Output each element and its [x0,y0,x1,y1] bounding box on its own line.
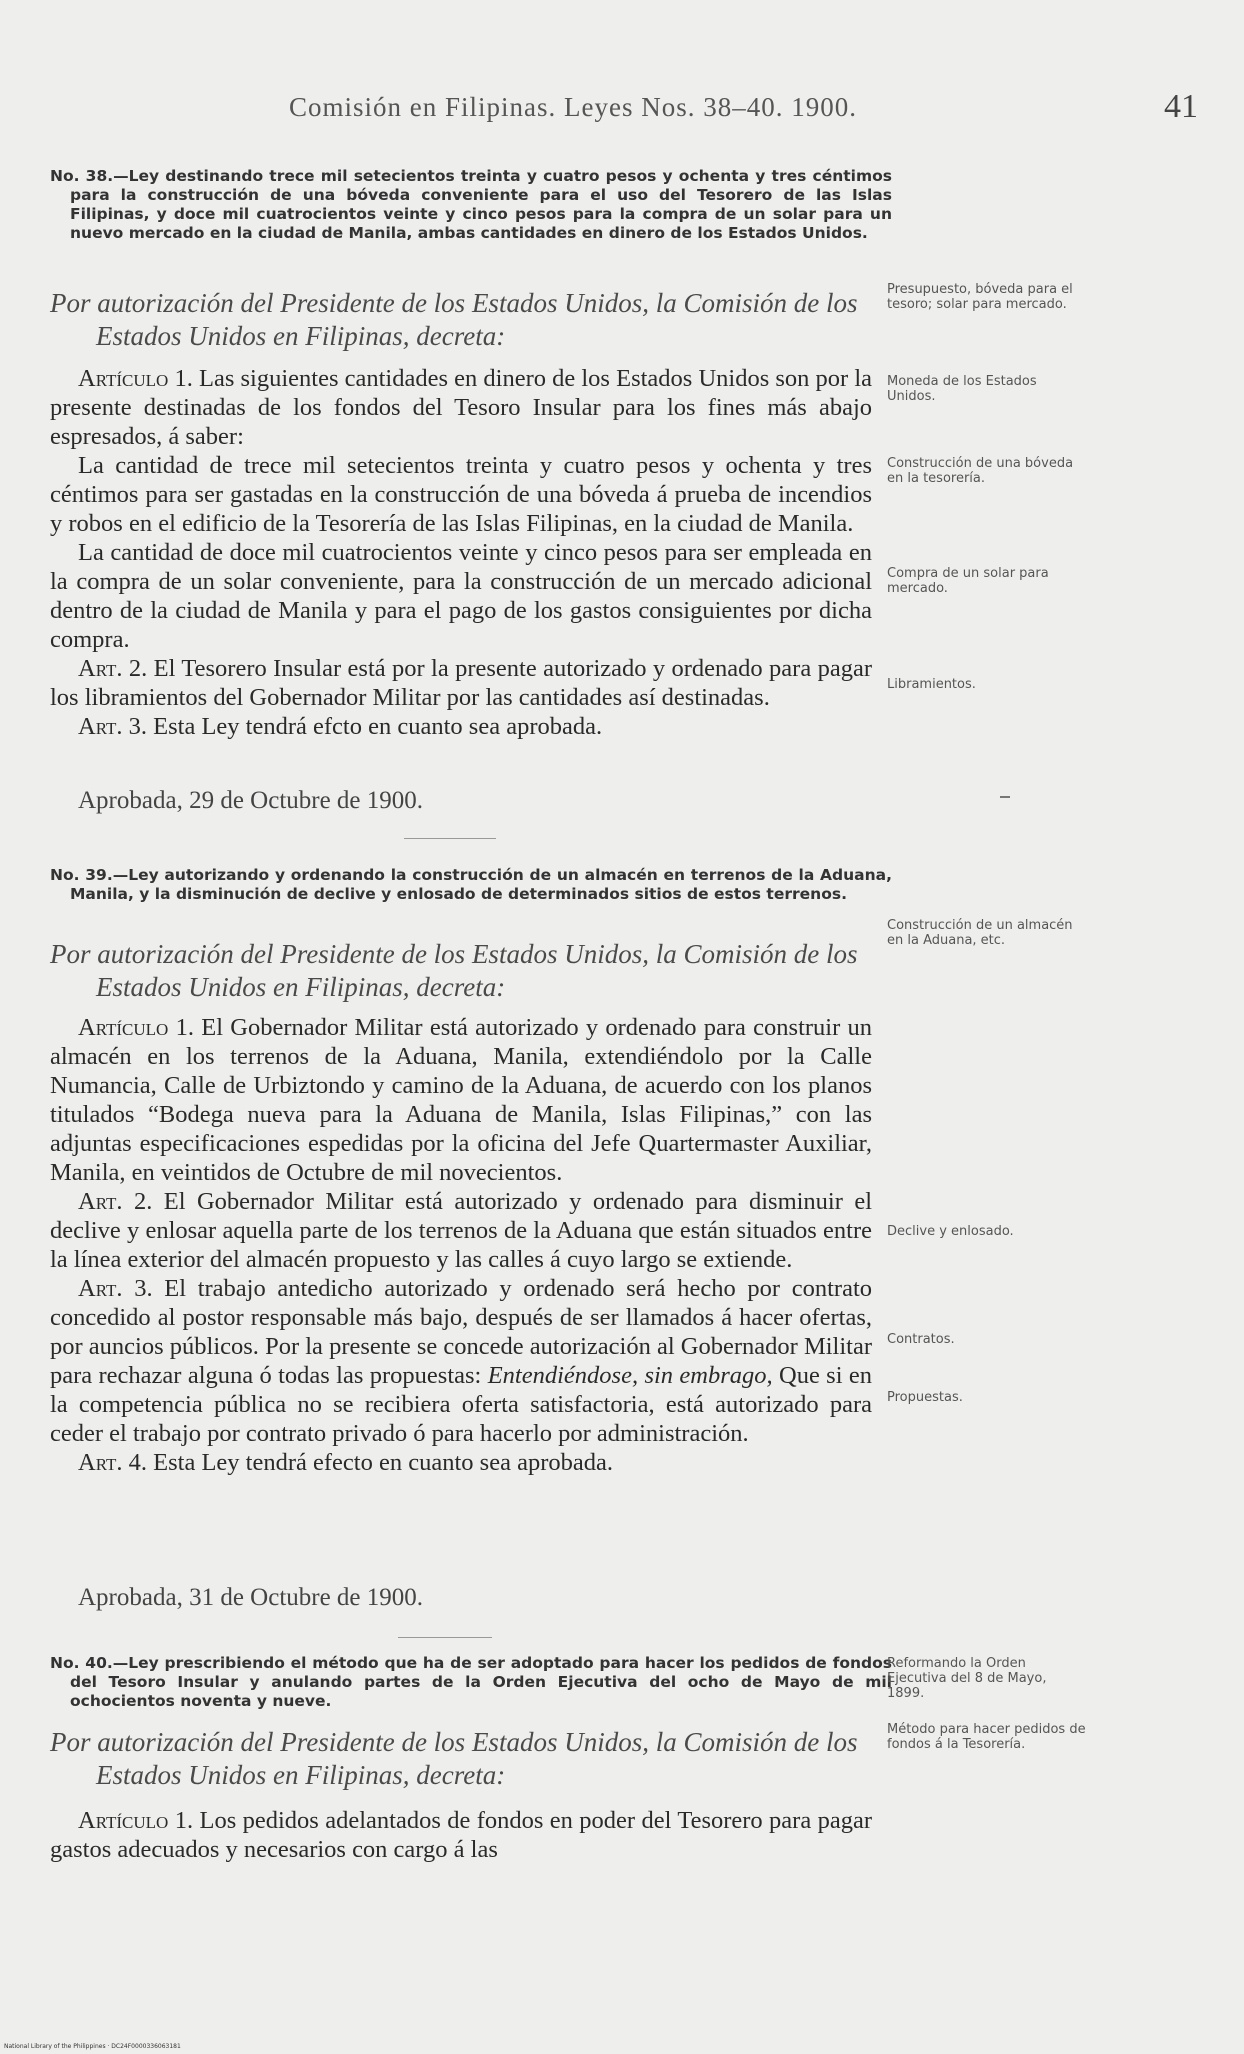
law-38-paragraph-3: La cantidad de doce mil cuatrocientos veinte y cinco pesos para ser empleada en la compra de un solar conveniente, para la construcción de un mercado adicional dentro de la ciudad de Manila y para el pago de los gastos consiguientes por dicha compra. [50,539,872,653]
article-label: Art. 3. [78,1275,153,1302]
article-text: Que si en la competencia pública no se recibiera oferta satisfactoria, está autorizado para ceder el trabajo por contrato privado ó para hacerlo por administración. [50,1362,873,1447]
margin-note: Método para hacer pedidos de fondos á la Tesorería. [887,1722,1086,1752]
article-label: Artículo 1. [78,1014,194,1041]
law-39-approval-date: Aprobada, 31 de Octubre de 1900. [78,1584,424,1611]
margin-note: Libramientos. [887,677,976,692]
law-39-art-4 [50,1448,872,1477]
article-label: Art. 2. [78,655,148,682]
article-label: Artículo 1. [78,1807,194,1834]
article-text: El Gobernador Militar está autorizado y ordenado para disminuir el declive y enlosar aquella parte de los terrenos de la Aduana que están situados entre la línea exterior del almacén propuesto y las calles á cuyo largo se extiende. [50,1188,872,1273]
law-38-body [50,364,872,741]
margin-note: Propuestas. [887,1390,963,1405]
article-label: Art. 2. [78,1188,153,1215]
law-38-paragraph-2: La cantidad de trece mil setecientos treinta y cuatro pesos y ochenta y tres céntimos para ser gastadas en la construcción de una bóveda á prueba de incendios y robos en el edificio de la Tesorería de las Islas Filipinas, en la ciudad de Manila. [50,452,872,537]
law-39-art-3 [50,1274,872,1448]
law-40-authority: Por autorización del Presidente de los Estados Unidos, la Comisión de los Estados Unidos en Filipinas, decreta: [50,1727,858,1790]
section-divider [398,1637,492,1638]
margin-note: Declive y enlosado. [887,1224,1014,1239]
law-39-art-1 [50,1013,872,1187]
law-39-authority: Por autorización del Presidente de los Estados Unidos, la Comisión de los Estados Unidos en Filipinas, decreta: [50,939,858,1002]
law-40-title: No. 40.—Ley prescribiendo el método que ha de ser adoptado para hacer los pedidos de fondos del Tesoro Insular y anulando partes de la Orden Ejecutiva del ocho de Mayo de mil ochocientos noventa y nueve. [50,1654,892,1710]
law-38-art-1 [50,364,872,451]
margin-note: Construcción de un almacén en la Aduana, etc. [887,918,1073,948]
law-38-authority: Por autorización del Presidente de los Estados Unidos, la Comisión de los Estados Unidos en Filipinas, decreta: [50,288,858,351]
article-text: Esta Ley tendrá efcto en cuanto sea aprobada. [153,713,603,740]
page-number: 41 [1164,88,1198,125]
section-divider [404,838,496,839]
article-text: El Tesorero Insular está por la presente autorizado y ordenado para pagar los libramientos del Gobernador Militar por las cantidades así destinadas. [50,655,873,711]
margin-note: Construcción de una bóveda en la tesorería. [887,456,1074,486]
law-38-approval-date: Aprobada, 29 de Octubre de 1900. [78,787,424,814]
ink-mark [1000,796,1010,798]
article-text: Los pedidos adelantados de fondos en poder del Tesorero para pagar gastos adecuados y necesarios con cargo á las [50,1807,873,1863]
article-label: Art. 3. [78,713,148,740]
margin-note: Presupuesto, bóveda para el tesoro; solar para mercado. [887,282,1073,312]
article-label: Art. 4. [78,1449,148,1476]
law-38-art-3 [50,712,872,741]
law-38-art-2 [50,654,872,712]
margin-note: Reformando la Orden Ejecutiva del 8 de Mayo, 1899. [887,1656,1047,1701]
article-text: Las siguientes cantidades en dinero de los Estados Unidos son por la presente destinadas de los fondos del Tesoro Insular para los fines más abajo espresados, á saber: [50,365,873,450]
running-header: Comisión en Filipinas. Leyes Nos. 38–40. 1900. [289,92,857,122]
law-39-title: No. 39.—Ley autorizando y ordenando la construcción de un almacén en terrenos de la Aduana, Manila, y la disminución de declive y enlosado de determinados sitios de estos terrenos. [50,866,892,903]
margin-note: Contratos. [887,1332,955,1347]
article-label: Artículo 1. [78,365,193,392]
law-39-art-2 [50,1187,872,1274]
law-38-title: No. 38.—Ley destinando trece mil setecientos treinta y cuatro pesos y ochenta y tres céntimos para la construcción de una bóveda conveniente para el uso del Tesorero de las Islas Filipinas, y doce mil cuatrocientos veinte y cinco pesos para la compra de un solar para un nuevo mercado en la ciudad de Manila, ambas cantidades en dinero de los Estados Unidos. [50,167,892,242]
article-text: El Gobernador Militar está autorizado y ordenado para construir un almacén en los terrenos de la Aduana, Manila, extendiéndolo por la Calle Numancia, Calle de Urbiztondo y camino de la Aduana, de acuerdo con los planos titulados “Bodega nueva para la Aduana de Manila, Islas Filipinas,” con las adjuntas especificaciones espedidas por la oficina del Jefe Quartermaster Auxiliar, Manila, en veintidos de Octubre de mil novecientos. [50,1014,873,1186]
article-text: El trabajo antedicho autorizado y ordenado será hecho por contrato concedido al postor responsable más bajo, después de ser llamados á hacer ofertas, por auncios públicos. Por la presente se concede autorización al Gobernador Militar para rechazar alguna ó todas las propuestas: [50,1275,872,1389]
margin-note: Moneda de los Estados Unidos. [887,374,1037,404]
law-40-body [50,1806,872,1864]
article-text-italic: Entendiéndose, sin embrago, [487,1362,773,1389]
scan-footer: National Library of the Philippines · DC24F0000336063181 [4,2043,181,2050]
law-40-art-1 [50,1806,872,1864]
margin-note: Compra de un solar para mercado. [887,566,1049,596]
law-39-body [50,1013,872,1477]
article-text: Esta Ley tendrá efecto en cuanto sea aprobada. [153,1449,613,1476]
